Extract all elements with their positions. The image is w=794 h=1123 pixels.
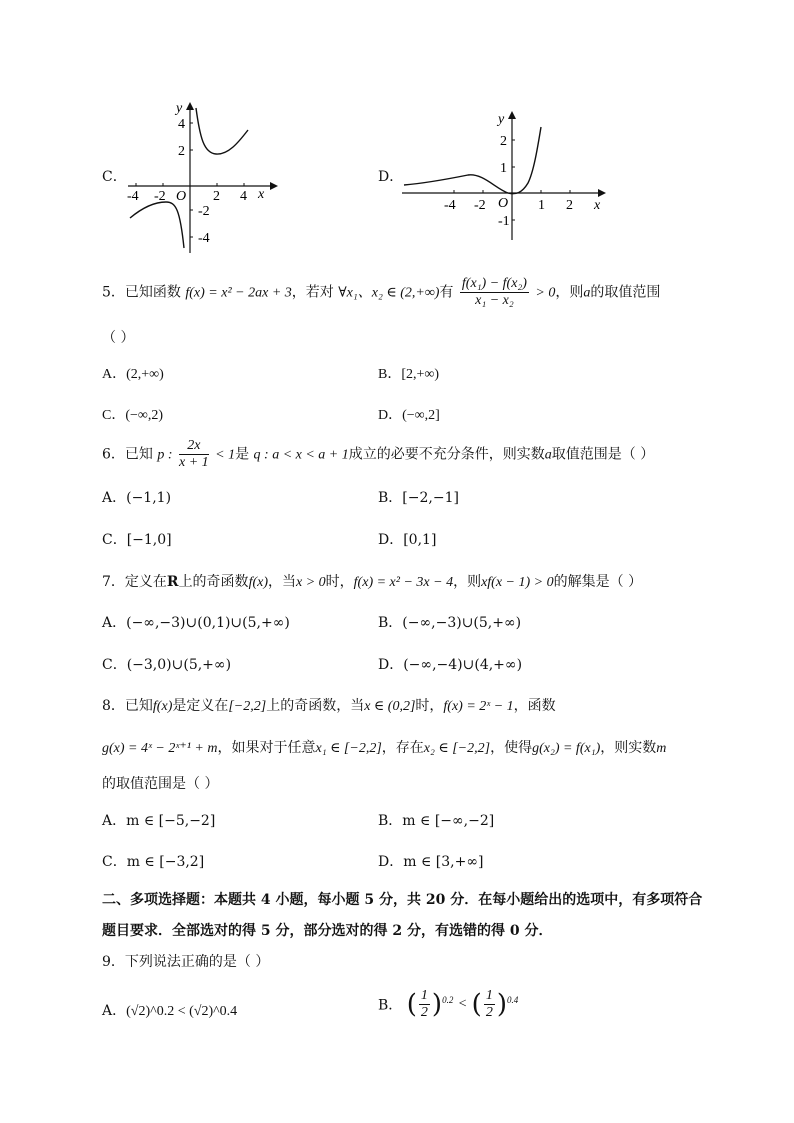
question-6: 6．已知 p : $\frac{2x}{x + 1}$ < 1是 q : a < x < a + 1成立的必要不充分条件，则实数a取值范围是（ ）: [102, 438, 655, 470]
y-tick-label: -4: [198, 231, 210, 246]
math-cond: ∀x₁、x₂ ∈ (2,+∞): [338, 285, 440, 301]
math-func: f(x) = x² − 2ax + 3: [185, 285, 292, 301]
question-8-line-1: 8．已知f(x)是定义在[−2,2]上的奇函数，当x ∈ (0,2]时，f(x) = 2ˣ − 1，函数: [102, 698, 556, 714]
option-b[interactable]: B．[2,+∞): [378, 367, 440, 382]
fraction: $\frac{2x}{x + 1}$: [179, 438, 209, 470]
curve: [404, 127, 541, 194]
option-d-label: D．: [378, 169, 404, 185]
option-c[interactable]: C．[−1,0]: [102, 532, 172, 548]
section-instructions: 题目要求．全部选对的得 5 分，部分选对的得 2 分，有选错的得 0 分．: [102, 923, 553, 939]
option-a[interactable]: A．m ∈ [−5,−2]: [102, 813, 216, 829]
option-b[interactable]: B．[−2,−1]: [378, 490, 459, 506]
x-tick-label: 1: [538, 198, 545, 213]
option-a[interactable]: A．(√2)^0.2 < (√2)^0.4: [102, 1003, 238, 1019]
option-d[interactable]: D．m ∈ [3,+∞]: [378, 854, 484, 870]
y-tick-label: 2: [178, 144, 185, 159]
option-d[interactable]: D．[0,1]: [378, 532, 437, 548]
graph-c: [120, 98, 280, 258]
question-number: 8．: [102, 698, 125, 714]
option-b[interactable]: B．(−∞,−3)∪(5,+∞): [378, 615, 522, 631]
x-axis-label: x: [258, 187, 265, 202]
curve-left-branch: [130, 202, 184, 248]
option-c[interactable]: C．(−∞,2): [102, 408, 164, 423]
answer-paren: （ ）: [102, 330, 135, 346]
option-c-label: C．: [102, 169, 127, 185]
x-tick-label: 2: [566, 198, 573, 213]
x-axis-label: x: [594, 198, 601, 213]
option-b[interactable]: B． ( $\frac{1}{2}$ )$^{0.2}$ < ( $\frac{1}{2}$ )$^{0.4}$: [378, 988, 519, 1020]
option-c[interactable]: C．m ∈ [−3,2]: [102, 854, 205, 870]
question-number: 6．: [102, 446, 125, 463]
question-8-line-3: 的取值范围是（ ）: [102, 776, 219, 792]
question-number: 9．: [102, 954, 125, 970]
y-tick-label: -2: [198, 204, 210, 219]
fraction: $\frac{\text{f(x₁) − f(x₂)}}{\text{x₁ − x₂}}$: [461, 276, 527, 308]
question-number: 5．: [102, 284, 125, 301]
y-axis-label: y: [176, 101, 183, 116]
curve-right-branch: [196, 108, 248, 154]
question-9: 9．下列说法正确的是（ ）: [102, 954, 270, 970]
option-a[interactable]: A．(−1,1): [102, 490, 172, 506]
y-axis-label: y: [498, 112, 505, 127]
option-b[interactable]: B．m ∈ [−∞,−2]: [378, 813, 495, 829]
x-tick-label: -4: [127, 189, 139, 204]
x-tick-label: -2: [154, 189, 166, 204]
option-a[interactable]: A．(−∞,−3)∪(0,1)∪(5,+∞): [102, 615, 290, 631]
graph-d: [398, 105, 613, 245]
question-8-line-2: g(x) = 4ˣ − 2ˣ⁺¹ + m，如果对于任意x₁ ∈ [−2,2]，存在x₂ ∈ [−2,2]，使得g(x₂) = f(x₁)，则实数m: [102, 740, 667, 756]
question-5: 5．已知函数 f(x) = x² − 2ax + 3，若对 ∀x₁、x₂ ∈ (2,+∞)有 $\frac{\text{f(x₁) − f(x₂)}}{\text{x₁ − x₂}}$ > 0，则a的取值范围: [102, 276, 661, 308]
option-a[interactable]: A．(2,+∞): [102, 367, 164, 382]
x-tick-label: 4: [240, 189, 247, 204]
y-tick-label: 2: [500, 134, 507, 149]
x-tick-label: -4: [444, 198, 456, 213]
section-heading: 二、多项选择题：本题共 4 小题，每小题 5 分，共 20 分．在每小题给出的选项中，有多项符合: [102, 892, 703, 908]
x-tick-label: -2: [474, 198, 486, 213]
y-tick-label: -1: [498, 214, 510, 229]
y-tick-label: 1: [500, 161, 507, 176]
x-tick-label: 2: [213, 189, 220, 204]
question-7: 7．定义在R上的奇函数f(x)，当x > 0时，f(x) = x² − 3x − 4，则xf(x − 1) > 0的解集是（ ）: [102, 574, 643, 590]
origin-label: O: [498, 196, 509, 211]
y-tick-label: 4: [178, 117, 185, 132]
question-number: 7．: [102, 574, 125, 590]
option-d[interactable]: D．(−∞,−4)∪(4,+∞): [378, 657, 523, 673]
origin-label: O: [176, 189, 187, 204]
option-c[interactable]: C．(−3,0)∪(5,+∞): [102, 657, 232, 673]
option-d[interactable]: D．(−∞,2]: [378, 408, 440, 423]
